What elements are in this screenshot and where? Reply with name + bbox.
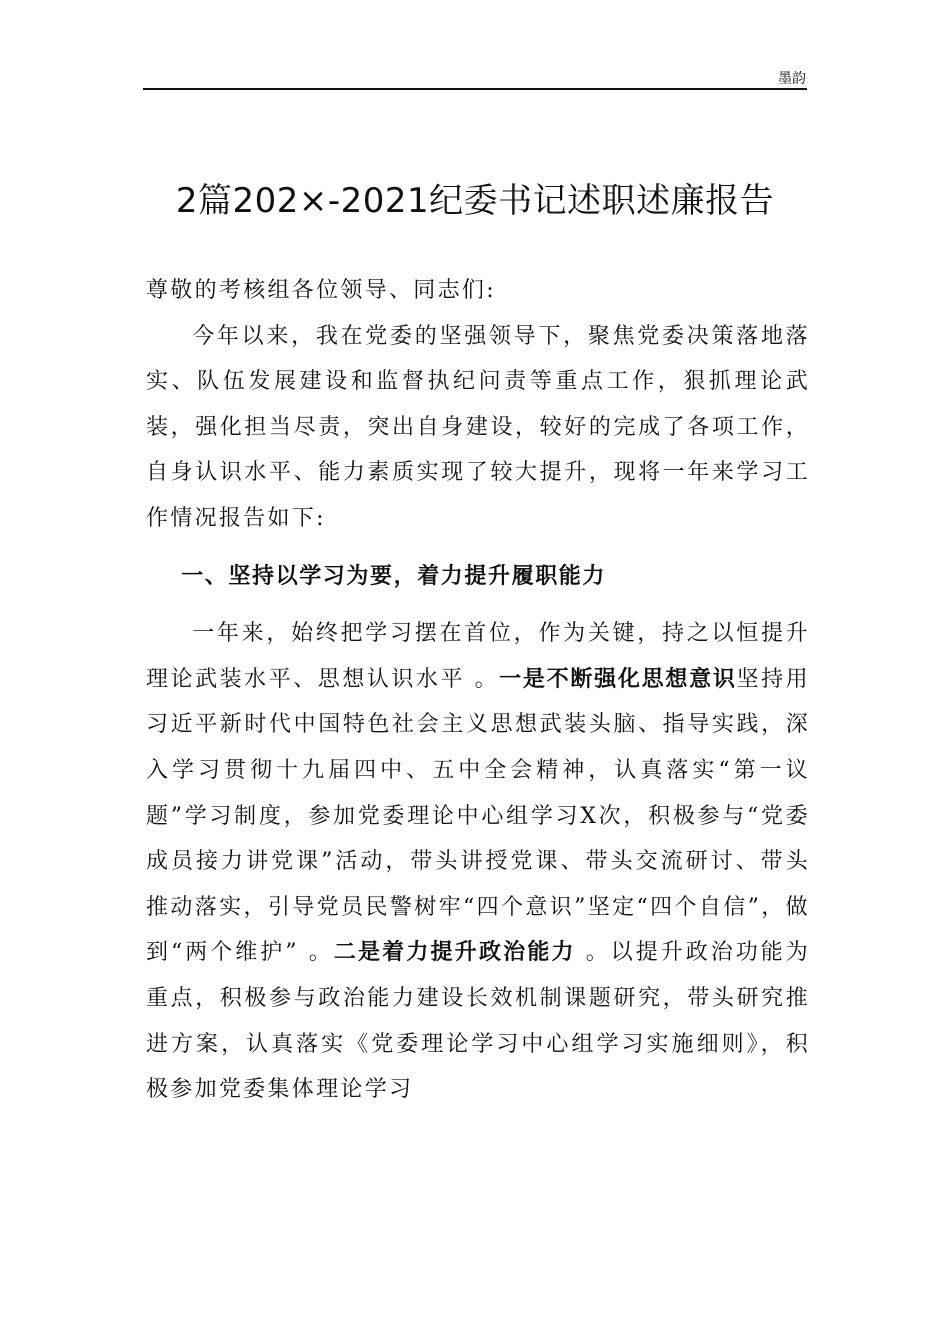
salutation: 尊敬的考核组各位领导、同志们:	[146, 278, 496, 303]
intro-paragraph: 今年以来，我在党委的坚强领导下，聚焦党委决策落地落实、队伍发展建设和监督执纪问责等重点工作，狠抓理论武装，强化担当尽责，突出自身建设，较好的完成了各项工作，自身认识水平、能力素质实现了较大提升，现将一年来学习工作情况报告如下:	[146, 323, 810, 531]
section-paragraph	[146, 611, 810, 1113]
document-body	[146, 268, 810, 1113]
header-brand: 墨韵	[778, 71, 806, 87]
section-heading: 一、坚持以学习为要，着力提升履职能力	[181, 563, 606, 589]
header-rule	[143, 88, 807, 90]
paragraph-text: 一年来，始终把学习摆在首位，作为关键，持之以恒提升理论武装水平、思想认识水平 。	[146, 621, 810, 692]
paragraph-text: 坚持用习近平新时代中国特色社会主义思想武装头脑、指导实践，深入学习贯彻十九届四中、五中全会精神，认真落实“第一议题”学习制度，参加党委理论中心组学习X次，积极参与“党委成员接力讲党课”活动，带头讲授党课、带头交流研讨、带头推动落实，引导党员民警树牢“四个意识”坚定“四个自信”，做到“两个维护” 。	[146, 666, 810, 966]
paragraph-text: 。以提升政治功能为重点，积极参与政治能力建设长效机制课题研究，带头研究推进方案，认真落实《党委理论学习中心组学习实施细则》，积极参加党委集体理论学习	[146, 940, 810, 1103]
document-title: 2篇202×-2021纪委书记述职述廉报告	[175, 180, 775, 221]
bold-point-2: 二是着力提升政治能力	[333, 940, 576, 966]
bold-point-1: 一是不断强化思想意识	[499, 666, 737, 692]
